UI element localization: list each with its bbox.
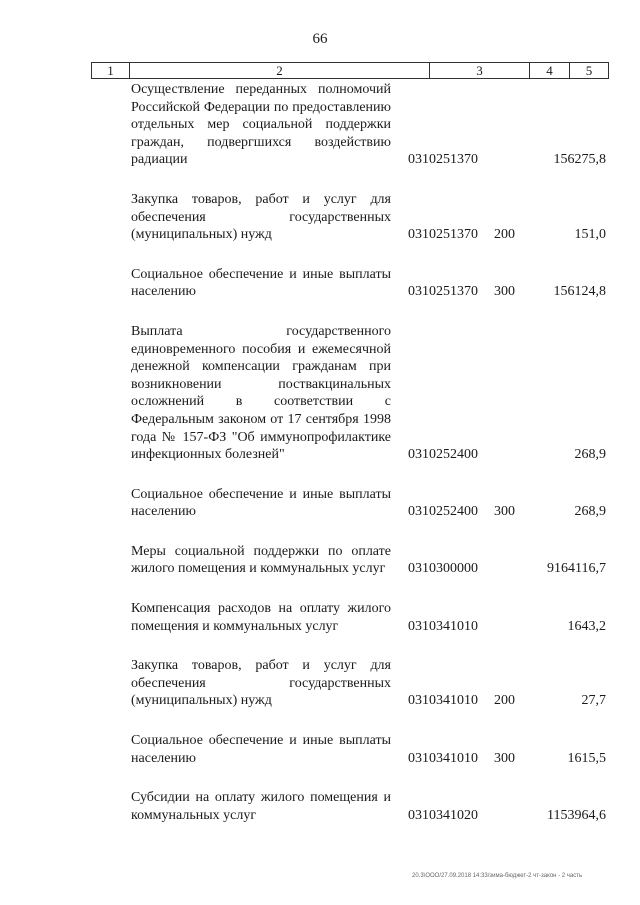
- page-number: 66: [312, 31, 328, 47]
- row-expense-type: 200: [494, 227, 515, 243]
- table-row: [0, 600, 640, 635]
- row-amount: 1643,2: [567, 618, 606, 634]
- table-row: [0, 789, 640, 824]
- row-expense-type: 300: [494, 750, 515, 766]
- row-description: Компенсация расходов на оплату жилого помещения и коммунальных услуг: [131, 601, 391, 634]
- column-header-5: 5: [585, 63, 593, 78]
- table-row: [0, 543, 640, 578]
- row-description: Субсидии на оплату жилого помещения и коммунальных услуг: [131, 790, 391, 823]
- column-header-1: 1: [92, 63, 130, 78]
- row-amount: 268,9: [574, 447, 606, 463]
- row-description: Социальное обеспечение и иные выплаты населению: [131, 733, 391, 766]
- column-header-3: 3: [430, 63, 530, 78]
- row-code: 0310341010: [408, 618, 478, 634]
- row-amount: 151,0: [574, 227, 606, 243]
- column-header-2: 2: [130, 63, 430, 78]
- row-code: 0310341010: [408, 750, 478, 766]
- row-amount: 156275,8: [553, 152, 606, 168]
- row-code: 0310341010: [408, 693, 478, 709]
- row-code: 0310251370: [408, 284, 478, 300]
- row-expense-type: 200: [494, 693, 515, 709]
- row-amount: 1153964,6: [547, 807, 606, 823]
- row-expense-type: 300: [494, 504, 515, 520]
- row-description: Закупка товаров, работ и услуг для обеспечения государственных (муниципальных) нужд: [131, 191, 391, 243]
- row-code: 0310252400: [408, 504, 478, 520]
- document-footer-stamp: 20.3\ООО/27.09.2018 14:33/зима-бюджет-2 чт-закон - 2 часть: [412, 873, 583, 879]
- table-row: [0, 191, 640, 244]
- table-row: [0, 266, 640, 301]
- column-header-4: 4: [530, 63, 570, 78]
- table-row: [0, 81, 640, 169]
- row-description: Закупка товаров, работ и услуг для обеспечения государственных (муниципальных) нужд: [131, 658, 391, 709]
- row-code: 0310300000: [408, 561, 478, 577]
- row-description: Осуществление переданных полномочий Российской Федерации по предоставлению отдельных мер социальной поддержки граждан, подвергшихся воздействию радиации: [131, 82, 391, 168]
- row-amount: 268,9: [574, 504, 606, 520]
- row-code: 0310251370: [408, 227, 478, 243]
- row-description: Выплата государственного единовременного пособия и ежемесячной денежной компенсации гражданам при возникновении поствакцинальных осложнений в соответствии с Федеральным законом от 17 сентября 1998 года № 157-ФЗ "Об иммунопрофилактике инфекционных болезней": [131, 323, 391, 463]
- row-code: 0310252400: [408, 447, 478, 463]
- table-row: [0, 486, 640, 521]
- row-description: Меры социальной поддержки по оплате жилого помещения и коммунальных услуг: [131, 543, 391, 577]
- row-amount: 9164116,7: [547, 561, 606, 577]
- table-row: [0, 657, 640, 710]
- row-description: Социальное обеспечение и иные выплаты населению: [131, 486, 391, 520]
- budget-table-body: [0, 81, 640, 846]
- row-amount: 27,7: [581, 693, 606, 709]
- row-amount: 156124,8: [553, 284, 606, 300]
- table-row: [0, 732, 640, 767]
- row-amount: 1615,5: [567, 750, 606, 766]
- row-code: 0310341020: [408, 807, 478, 823]
- row-expense-type: 300: [494, 284, 515, 300]
- row-code: 0310251370: [408, 152, 478, 168]
- row-description: Социальное обеспечение и иные выплаты населению: [131, 266, 391, 300]
- table-row: [0, 323, 640, 464]
- column-header-row: [91, 62, 609, 79]
